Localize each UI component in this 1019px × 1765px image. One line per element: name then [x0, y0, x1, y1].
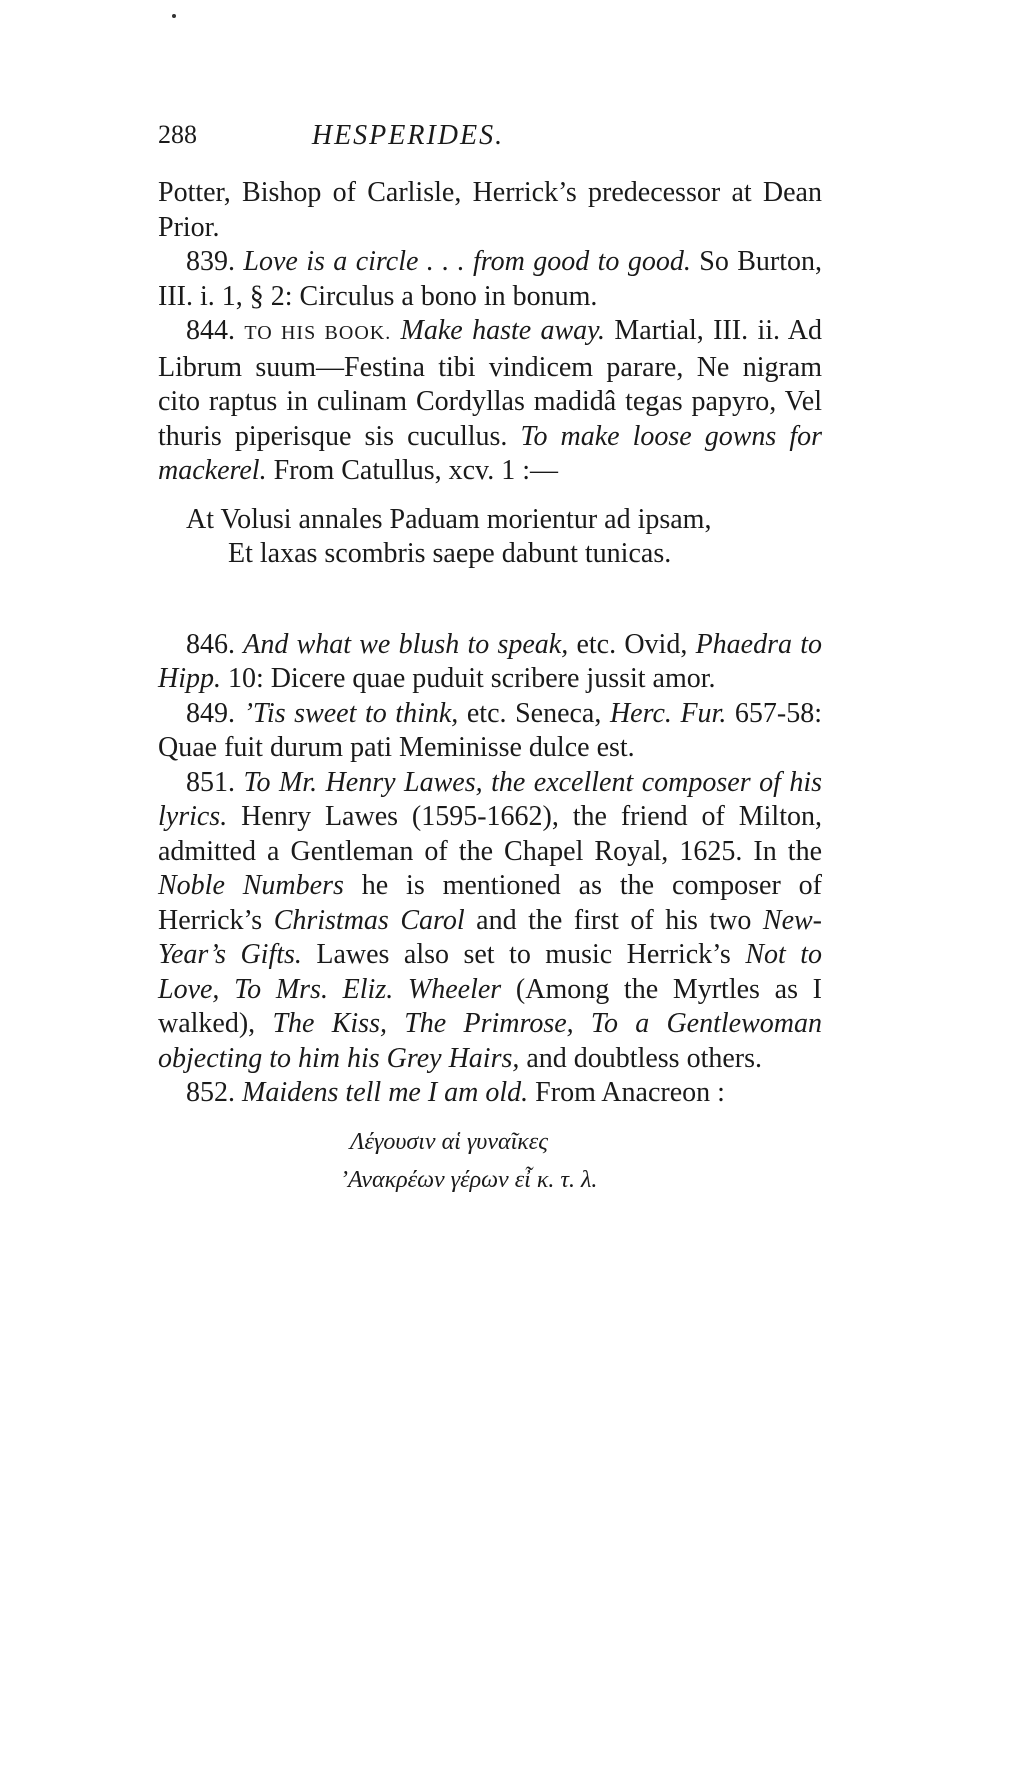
verse-line: Et laxas scombris saepe dabunt tunicas. [228, 538, 672, 569]
greek-line: Λέγουσιν αἱ γυναῖκες [350, 1128, 548, 1155]
book-page [158, 0, 822, 1765]
notes-body [158, 176, 822, 1199]
greek-line: ’Ανακρέων γέρων εἶ κ. τ. λ. [340, 1166, 598, 1193]
note-849: 849. ’Tis sweet to think, etc. Seneca, Herc. Fur. 657-58: Quae fuit durum pati Meminisse dulce est. [158, 697, 823, 763]
verse-line: At Volusi annales Paduam morientur ad ipsam, [186, 503, 712, 535]
note-852: 852. Maidens tell me I am old. From Anacreon : [186, 1077, 725, 1108]
note-851: 851. To Mr. Henry Lawes, the excellent composer of his lyrics. Henry Lawes (1595-1662), the friend of Milton, admitted a Gentleman of the Chapel Royal, 1625. In the Noble Numbers he is mentioned as the composer of Herrick’s Christmas Carol and the first of his two New-Year’s Gifts. Lawes also set to music Herrick’s Not to Love, To Mrs. Eliz. Wheeler (Among the Myrtles as I walked), The Kiss, The Primrose, To a Gentlewoman objecting to him his Grey Hairs, and doubtless others. [158, 766, 823, 1074]
page-number: 288 [158, 120, 197, 149]
running-title: HESPERIDES. [311, 120, 505, 151]
greek-quotation [158, 1123, 822, 1199]
running-head [158, 120, 822, 160]
note-846: 846. And what we blush to speak, etc. Ovid, Phaedra to Hipp. 10: Dicere quae puduit scribere jussit amor. [158, 628, 823, 694]
note-844: 844. TO HIS BOOK. Make haste away. Martial, III. ii. Ad Librum suum—Festina tibi vindicem parare, Ne nigram cito raptus in culinam Cordyllas madidâ tegas papyro, Vel thuris piperisque sis cucullus. To make loose gowns for mackerel. From Catullus, xcv. 1 :— [158, 315, 823, 486]
verse-quotation [158, 503, 822, 572]
note-continuation: Potter, Bishop of Carlisle, Herrick’s predecessor at Dean Prior. [158, 177, 822, 243]
note-839: 839. Love is a circle . . . from good to good. So Burton, III. i. 1, § 2: Circulus a bono in bonum. [158, 246, 822, 312]
